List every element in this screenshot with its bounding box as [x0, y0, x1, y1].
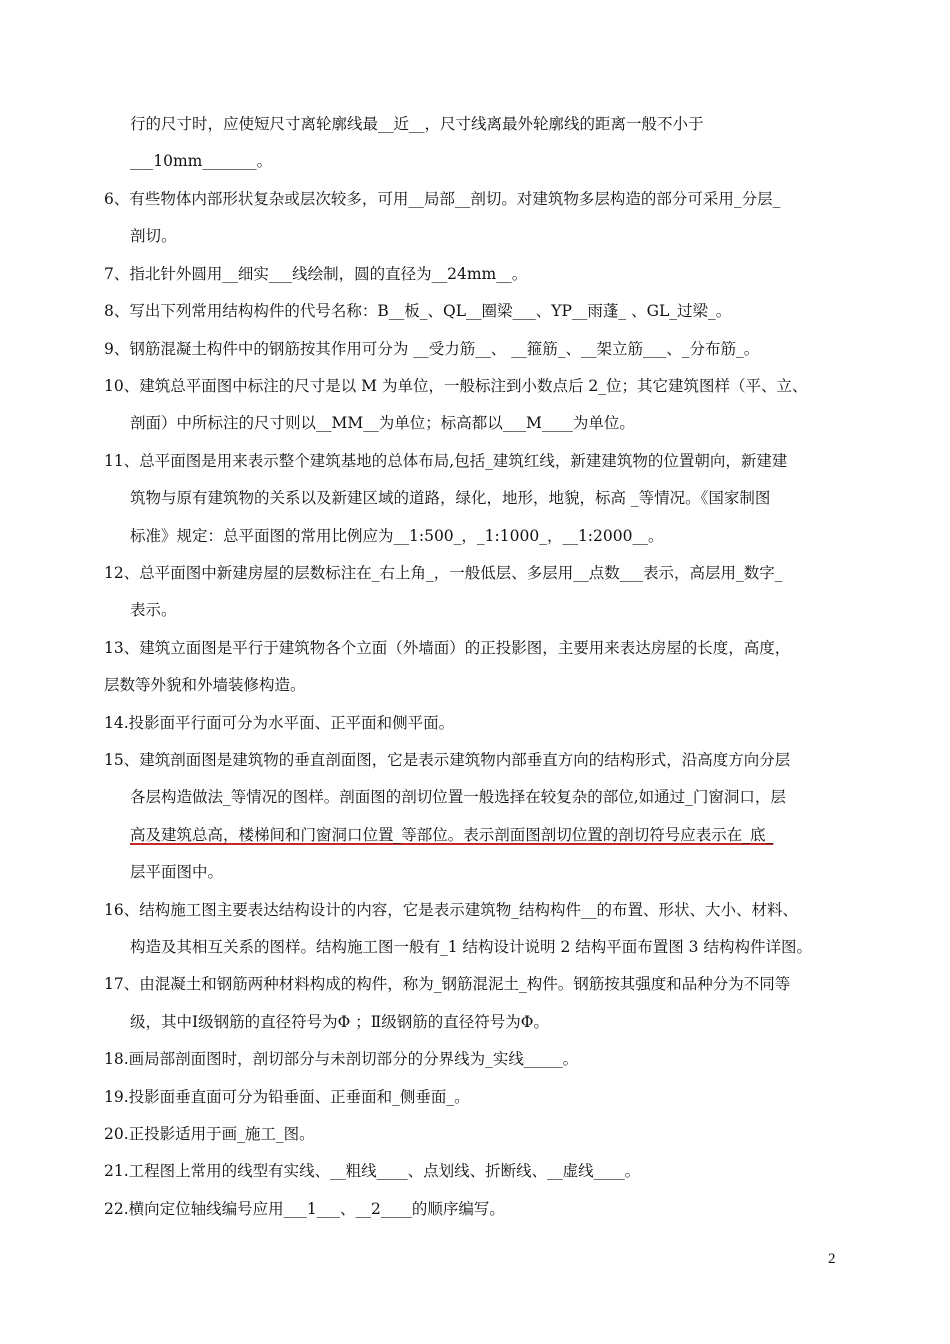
- text-line: 行的尺寸时，应使短尺寸离轮廓线最__近__，尺寸线离最外轮廓线的距离一般不小于: [130, 115, 704, 133]
- text-line: 8、写出下列常用结构构件的代号名称：B__板_、QL__圈梁___、YP__雨蓬_ 、GL_过梁_。: [104, 302, 732, 320]
- text-line: 层平面图中。: [130, 863, 224, 881]
- text-line: ___10mm_______。: [130, 152, 273, 170]
- text-line: 表示。: [130, 601, 177, 619]
- text-line: 14.投影面平行面可分为水平面、正平面和侧平面。: [104, 714, 455, 732]
- text-line: 层数等外貌和外墙装修构造。: [104, 676, 306, 694]
- text-line: 17、由混凝土和钢筋两种材料构成的构件，称为_钢筋混泥土_构件。钢筋按其强度和品种分为不同等: [104, 975, 791, 993]
- text-line: 7、指北针外圆用__细实___线绘制，圆的直径为__24mm__。: [104, 265, 528, 283]
- text-line: 级，其中Ⅰ级钢筋的直径符号为Φ ；Ⅱ级钢筋的直径符号为Φ。: [130, 1013, 550, 1031]
- text-line: 22.横向定位轴线编号应用___1___、__2____的顺序编写。: [104, 1200, 505, 1218]
- text-line: 16、结构施工图主要表达结构设计的内容，它是表示建筑物_结构构件__的布置、形状、大小、材料、: [104, 901, 798, 919]
- text-line: 剖切。: [130, 227, 177, 245]
- text-line: 10、建筑总平面图中标注的尺寸是以 M 为单位，一般标注到小数点后 2_位；其它建筑图样（平、立、: [104, 377, 808, 395]
- text-line: 9、钢筋混凝土构件中的钢筋按其作用可分为 __受力筋__、 __箍筋_、__架立筋___、_分布筋_。: [104, 340, 760, 358]
- text-line: 19.投影面垂直面可分为铅垂面、正垂面和_侧垂面_。: [104, 1088, 470, 1106]
- text-line: 20.正投影适用于画_施工_图。: [104, 1125, 315, 1143]
- text-line: 13、建筑立面图是平行于建筑物各个立面（外墙面）的正投影图，主要用来表达房屋的长度，高度，: [104, 639, 791, 657]
- text-line: 15、建筑剖面图是建筑物的垂直剖面图，它是表示建筑物内部垂直方向的结构形式，沿高度方向分层: [104, 751, 791, 769]
- text-line: 各层构造做法_等情况的图样。剖面图的剖切位置一般选择在较复杂的部位,如通过_门窗洞口，层: [130, 788, 786, 806]
- text-line: 剖面）中所标注的尺寸则以__MM__为单位；标高都以___M____为单位。: [130, 414, 635, 432]
- text-line-underlined: 高及建筑总高，楼梯间和门窗洞口位置_等部位。表示剖面图剖切位置的剖切符号应表示在_底_: [130, 826, 774, 844]
- text-line: 12、总平面图中新建房屋的层数标注在_右上角_，一般低层、多层用__点数___表示，高层用_数字_: [104, 564, 783, 582]
- text-line: 筑物与原有建筑物的关系以及新建区域的道路，绿化，地形，地貌，标高 _等情况。《国家制图: [130, 489, 771, 507]
- text-line: 18.画局部剖面图时，剖切部分与未剖切部分的分界线为_实线_____。: [104, 1050, 579, 1068]
- text-line: 11、总平面图是用来表示整个建筑基地的总体布局,包括_建筑红线，新建建筑物的位置朝向，新建建: [104, 452, 788, 470]
- text-line: 21.工程图上常用的线型有实线、__粗线____、点划线、折断线、__虚线____。: [104, 1162, 641, 1180]
- text-line: 标准》规定：总平面图的常用比例应为__1:500_，_1:1000_，__1:2000__。: [130, 527, 664, 545]
- text-line: 构造及其相互关系的图样。结构施工图一般有_1 结构设计说明 2 结构平面布置图 3 结构构件详图。: [130, 938, 812, 956]
- text-line: 6、有些物体内部形状复杂或层次较多，可用__局部__剖切。对建筑物多层构造的部分可采用_分层_: [104, 190, 781, 208]
- page-number: 2: [828, 1251, 836, 1267]
